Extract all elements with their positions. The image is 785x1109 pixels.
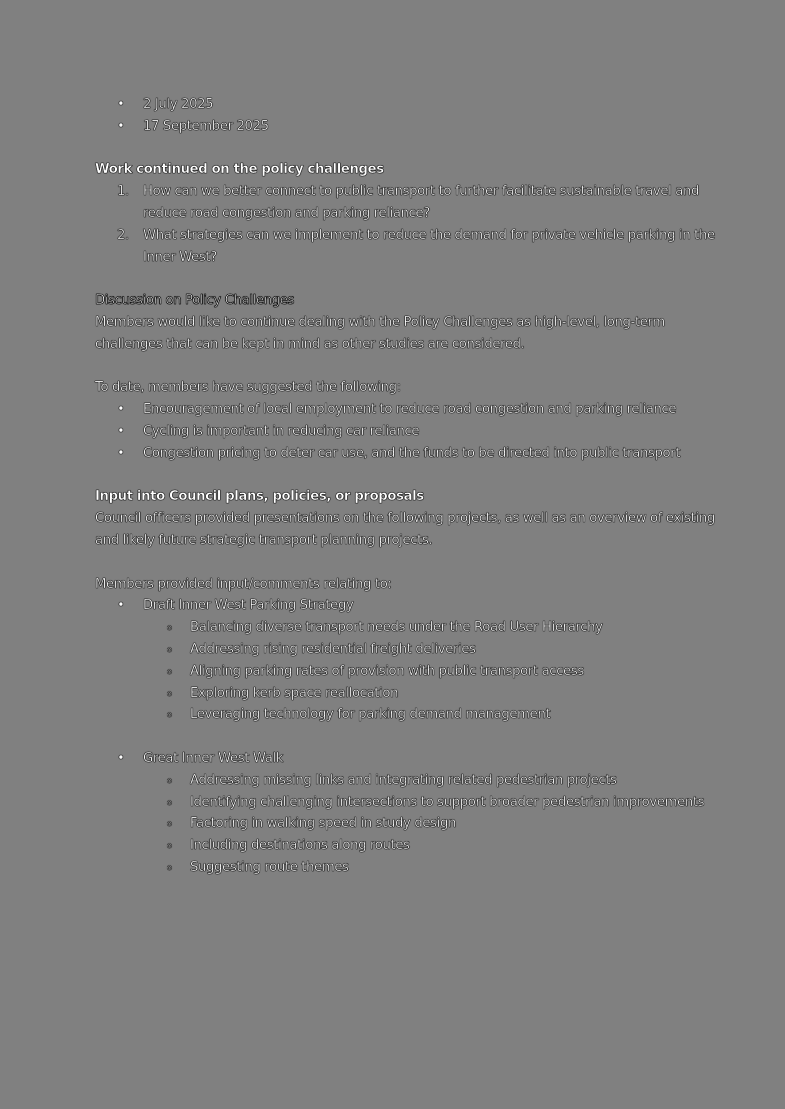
list-item: o Factoring in walking speed in study design [95, 813, 715, 835]
list-item: o Identifying challenging intersections to support broader pedestrian improvements [95, 792, 715, 814]
inner-west-walk-sublist [95, 770, 715, 879]
list-item: o Exploring kerb space reallocation [95, 683, 715, 705]
project-item: • Great Inner West Walk [95, 748, 715, 770]
list-item: • 2 July 2025 [95, 94, 715, 116]
projects-list [95, 595, 715, 617]
circle-bullet-icon: o [167, 841, 172, 851]
list-item: o Leveraging technology for parking demand management [95, 704, 715, 726]
list-item: o Suggesting route themes [95, 857, 715, 879]
list-item: o Addressing missing links and integrating related pedestrian projects [95, 770, 715, 792]
list-item: • 17 September 2025 [95, 116, 715, 138]
input-intro: Members provided input/comments relating to: [95, 576, 392, 592]
list-item: o Addressing rising residential freight deliveries [95, 639, 715, 661]
bullet-icon: • [117, 750, 125, 766]
list-item: 2. What strategies can we implement to reduce the demand for private vehicle parking in the Inner West? [117, 227, 715, 265]
list-item: o Including destinations along routes [95, 835, 715, 857]
projects-list-2 [95, 748, 715, 770]
circle-bullet-icon: o [167, 644, 172, 654]
list-item: • Congestion pricing to deter car use, and the funds to be directed into public transport [95, 443, 715, 465]
circle-bullet-icon: o [167, 819, 172, 829]
list-item: 1. How can we better connect to public transport to further facilitate sustainable travel and reduce road congestion and parking reliance? [117, 184, 700, 221]
discussion-intro: To date, members have suggested the following: [95, 380, 401, 396]
circle-bullet-icon: o [167, 775, 172, 785]
input-heading: Input into Council plans, policies, or proposals [95, 489, 424, 505]
circle-bullet-icon: o [167, 797, 172, 807]
list-item: o Aligning parking rates of provision with public transport access [95, 661, 715, 683]
project-item: • Draft Inner West Parking Strategy [95, 595, 715, 617]
input-body: Council officers provided presentations on the following projects, as well as an overview of existing and likely future strategic transport planning projects. [95, 511, 715, 548]
suggestions-list [95, 399, 715, 464]
circle-bullet-icon: o [167, 688, 172, 698]
list-item: o Balancing diverse transport needs under the Road User Hierarchy [95, 617, 715, 639]
circle-bullet-icon: o [167, 666, 172, 676]
list-item: • Cycling is important in reducing car reliance [95, 421, 715, 443]
policy-challenges-list [95, 181, 715, 268]
document-page [95, 94, 715, 879]
discussion-heading: Discussion on Policy Challenges [95, 293, 295, 309]
parking-strategy-sublist [95, 617, 715, 726]
discussion-body: Members would like to continue dealing with the Policy Challenges as high-level, long-term challenges that can be kept in mind as other studies are considered. [95, 314, 665, 352]
policy-challenges-heading: Work continued on the policy challenges [95, 162, 384, 178]
bullet-icon: • [117, 445, 125, 461]
list-item: • Encouragement of local employment to reduce road congestion and parking reliance [95, 399, 715, 421]
bullet-icon: • [117, 118, 125, 134]
bullet-icon: • [117, 402, 125, 418]
bullet-icon: • [117, 598, 125, 614]
meeting-dates-list [95, 94, 715, 138]
bullet-icon: • [117, 97, 125, 112]
circle-bullet-icon: o [167, 862, 172, 872]
circle-bullet-icon: o [167, 710, 172, 720]
circle-bullet-icon: o [167, 623, 172, 633]
bullet-icon: • [117, 423, 125, 439]
